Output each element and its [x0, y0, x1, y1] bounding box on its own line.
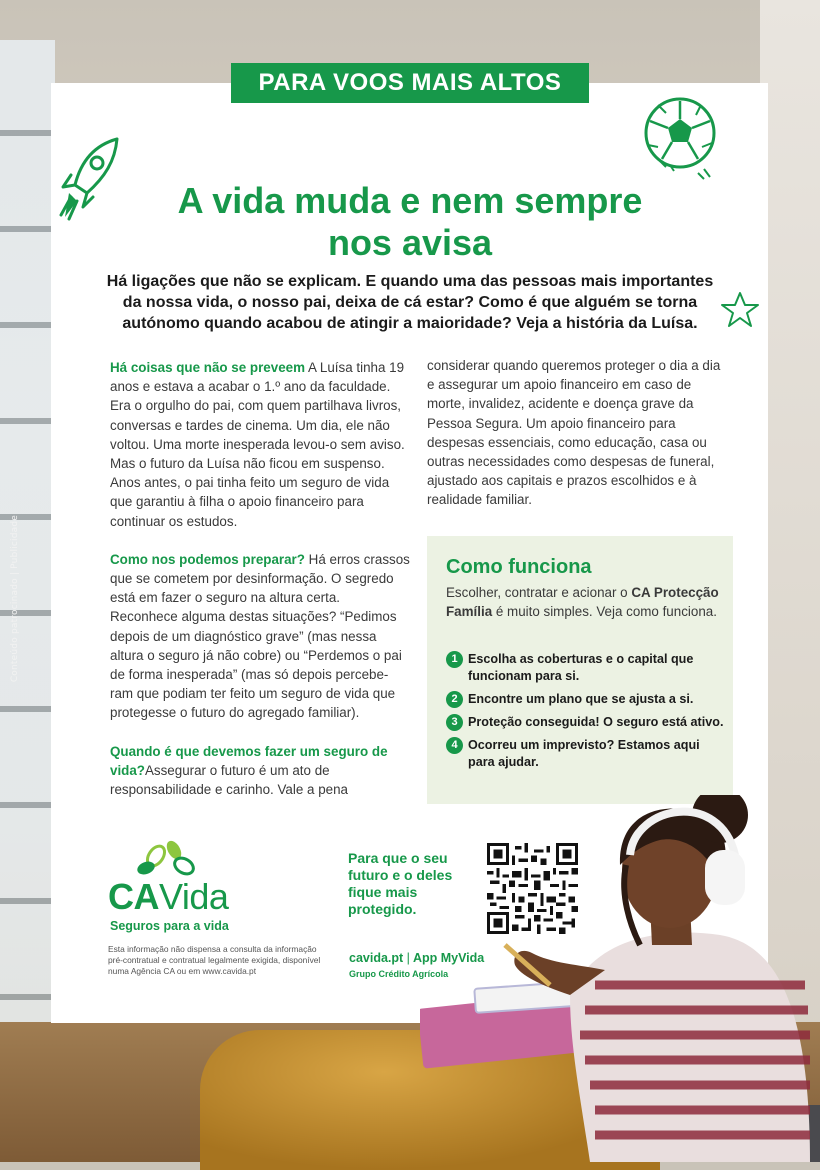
- article-paragraph-1: [110, 358, 410, 531]
- step-number-badge: 3: [446, 714, 463, 731]
- paragraph-3-kicker: Quando é que devemos fazer um seguro de vida?: [110, 743, 388, 778]
- logo-wordmark: [108, 876, 228, 918]
- intro-text-b: é muito simples. Veja como funciona.: [492, 604, 717, 619]
- article-paragraph-3-continued: considerar quando queremos proteger o dia a dia e assegurar um apoio financeiro em caso de morte, invalidez, acidente e doença grave da Pessoa Segura. Um apoio financeiro para despesas essenciais, como educação, casa ou outras necessidades como despesas de funeral, ajustado aos capitais e prazos escolhidos e à realidade familiar.: [427, 358, 721, 508]
- step-item: [446, 714, 726, 731]
- paragraph-1-text: A Luísa tinha 19 anos e estava a acabar o 1.º ano da faculdade. Era o orgulho do pai, com quem partilhava livros, conversas e tardes de cinema. Um dia, ele não voltou. Uma morte inesperada levou-o sem aviso. Mas o futuro da Luísa não ficou em suspenso. Anos antes, o pai tinha feito um seguro de vida que garantiu à filha o apoio financeiro para continuar os estudos.: [110, 360, 405, 529]
- how-it-works-intro: [446, 583, 721, 621]
- step-number-badge: 2: [446, 691, 463, 708]
- intro-text-a: Escolher, contratar e acionar o: [446, 585, 632, 600]
- paragraph-2-text: Há erros crassos que se cometem por desinformação. O segredo está em fazer o seguro na altura certa. Reconhece alguma destas situações? “Pedimos depois de um diagnóstico grave” (mas nessa altura o seguro já não cobre) ou “Perdemos o pai de forma inesperada” (mas só depois percebe-ram que podiam ter feito um seguro de vida que protegesse o futuro do agregado familiar).: [110, 551, 410, 721]
- student-with-headphones-photo: [420, 795, 820, 1162]
- legal-disclaimer: Esta informação não dispensa a consulta da informação pré-contratual e contratual legalmente exigida, disponível numa Agência CA ou em www.cavida.pt: [108, 944, 321, 976]
- website-link[interactable]: cavida.pt: [349, 951, 404, 965]
- step-text: Encontre um plano que se ajusta a si.: [468, 692, 694, 706]
- group-name: Grupo Crédito Agrícola: [349, 969, 449, 979]
- headline-line-2: nos avisa: [327, 222, 493, 263]
- logo-tagline: Seguros para a vida: [110, 919, 229, 933]
- paragraph-3-text: Assegurar o futuro é um ato de responsabilidade e carinho. Vale a pena: [110, 762, 348, 798]
- headline: [120, 180, 700, 264]
- slogan: Para que o seu futuro e o deles fique mais protegido.: [348, 850, 453, 917]
- step-number-badge: 1: [446, 651, 463, 668]
- product-name: CA Protecção Família: [446, 585, 719, 619]
- step-item: [446, 651, 726, 685]
- step-item: [446, 691, 726, 708]
- how-it-works-box: [427, 536, 733, 804]
- steps-list: [446, 651, 726, 777]
- paragraph-2-kicker: Como nos podemos preparar?: [110, 551, 305, 567]
- headline-line-1: A vida muda e nem sempre: [177, 180, 643, 221]
- article-right-column: [427, 356, 727, 529]
- link-separator: |: [406, 951, 410, 965]
- sponsored-note: Conteúdo patrocinado | Publicidade: [10, 515, 20, 683]
- background-window: [0, 40, 55, 1050]
- step-text: Proteção conseguida! O seguro está ativo.: [468, 715, 724, 729]
- article-paragraph-2: [110, 550, 410, 723]
- soccer-ball-icon: [640, 95, 720, 190]
- logo-vida: Vida: [159, 876, 229, 917]
- step-text: Escolha as coberturas e o capital que funcionam para si.: [468, 652, 694, 683]
- lead-paragraph: Há ligações que não se explicam. E quando uma das pessoas mais importantes da nossa vida, o nosso pai, deixa de cá estar? Como é que alguém se torna autónomo quando acabou de atingir a maioridade? Veja a história da Luísa.: [106, 273, 714, 332]
- app-link[interactable]: App MyVida: [412, 951, 485, 965]
- paragraph-1-kicker: Há coisas que não se preveem: [110, 360, 306, 375]
- step-text: Ocorreu um imprevisto? Estamos aqui para ajudar.: [468, 738, 700, 769]
- article-left-column: [110, 358, 410, 818]
- star-icon: [718, 290, 762, 330]
- how-it-works-title: Como funciona: [446, 556, 592, 578]
- logo-ca: CA: [108, 876, 159, 917]
- step-item: [446, 737, 726, 771]
- banner-title: PARA VOOS MAIS ALTOS: [231, 63, 589, 103]
- step-number-badge: 4: [446, 737, 463, 754]
- rocket-icon: [55, 135, 125, 225]
- article-paragraph-3: [110, 742, 410, 800]
